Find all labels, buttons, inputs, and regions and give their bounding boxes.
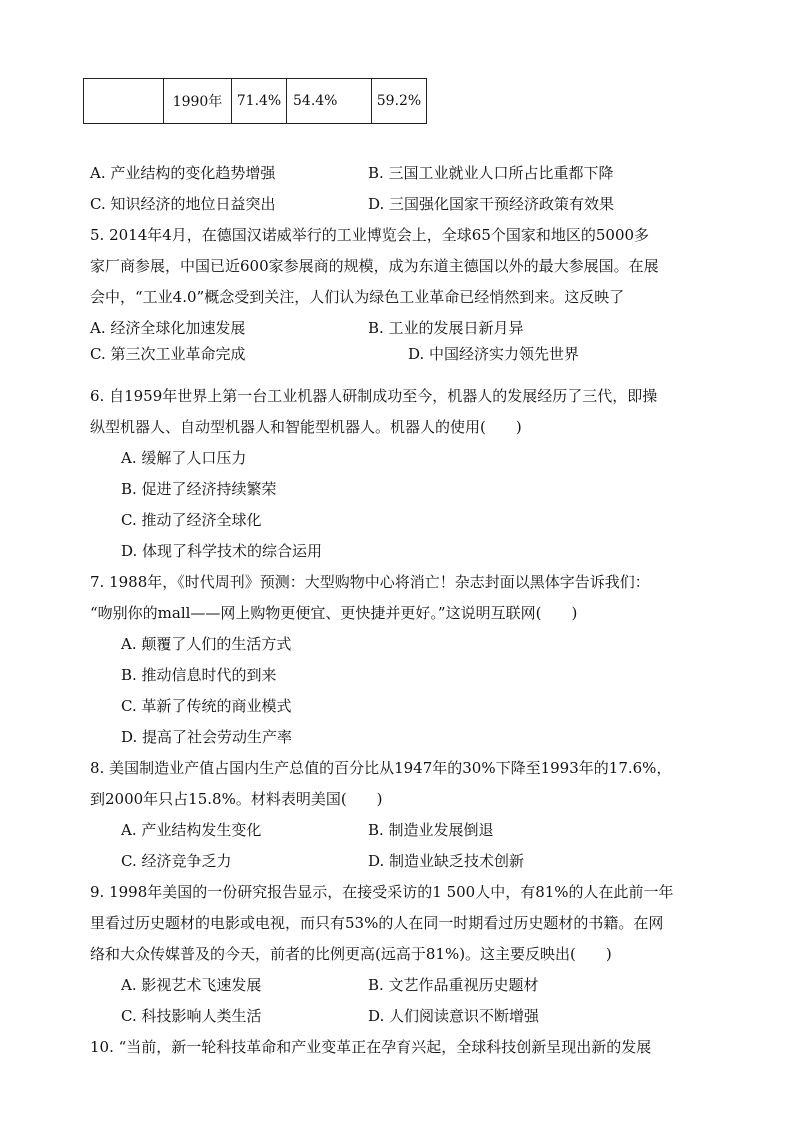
q5-stem-line: 5. 2014年4月，在德国汉诺威举行的工业博览会上，全球65个国家和地区的5000多 [90, 226, 650, 244]
q5-option-b: B. 工业的发展日新月异 [368, 319, 524, 337]
q6-option-a: A. 缓解了人口压力 [121, 449, 247, 467]
q9-stem-line: 9. 1998年美国的一份研究报告显示，在接受采访的1 500人中，有81%的人在此前一年 [90, 883, 674, 901]
q7-option-c: C. 革新了传统的商业模式 [121, 697, 292, 715]
q7-option-d: D. 提高了社会劳动生产率 [121, 728, 293, 746]
table-row [84, 79, 427, 124]
q5-stem-line: 家厂商参展，中国已近600家参展商的规模，成为东道主德国以外的最大参展国。在展 [90, 257, 659, 275]
q8-option-c: C. 经济竞争乏力 [121, 852, 232, 870]
q7-option-b: B. 推动信息时代的到来 [121, 666, 277, 684]
q4-option-a: A. 产业结构的变化趋势增强 [90, 164, 276, 182]
q5-option-c: C. 第三次工业革命完成 [90, 345, 246, 363]
q10-stem-line: 10. “当前，新一轮科技革命和产业变革正在孕育兴起，全球科技创新呈现出新的发展 [90, 1038, 652, 1056]
q7-stem-line: 7. 1988年，《时代周刊》预测：大型购物中心将消亡！杂志封面以黑体字告诉我们： [90, 573, 650, 591]
q8-option-a: A. 产业结构发生变化 [121, 821, 262, 839]
q9-option-c: C. 科技影响人类生活 [121, 1007, 262, 1025]
q8-stem-line: 到2000年只占15.8%。材料表明美国( ) [90, 790, 383, 808]
q4-option-b: B. 三国工业就业人口所占比重都下降 [368, 164, 614, 182]
q9-option-a: A. 影视艺术飞速发展 [121, 976, 262, 994]
q6-stem-line: 纵型机器人、自动型机器人和智能型机器人。机器人的使用( ) [90, 418, 522, 436]
table-cell: 1990年 [164, 79, 232, 124]
table-cell: 59.2% [372, 79, 427, 124]
q4-option-d: D. 三国强化国家干预经济政策有效果 [368, 195, 615, 213]
q7-option-a: A. 颠覆了人们的生活方式 [121, 635, 292, 653]
q8-option-d: D. 制造业缺乏技术创新 [368, 852, 525, 870]
q9-stem-line: 络和大众传媒普及的今天，前者的比例更高(远高于81%)。这主要反映出( ) [90, 945, 612, 963]
q5-stem-line: 会中，“工业4.0”概念受到关注，人们认为绿色工业革命已经悄然到来。这反映了 [90, 288, 625, 306]
q7-stem-line: “吻别你的mall——网上购物更便宜、更快捷并更好。”这说明互联网( ) [90, 604, 578, 622]
q4-option-c: C. 知识经济的地位日益突出 [90, 195, 276, 213]
q8-option-b: B. 制造业发展倒退 [368, 821, 494, 839]
q6-option-c: C. 推动了经济全球化 [121, 511, 262, 529]
table-cell: 71.4% [232, 79, 287, 124]
table-cell [84, 79, 164, 124]
table-cell: 54.4% [287, 79, 372, 124]
q5-option-d: D. 中国经济实力领先世界 [408, 345, 580, 363]
q9-option-b: B. 文艺作品重视历史题材 [368, 976, 539, 994]
q6-option-d: D. 体现了科学技术的综合运用 [121, 542, 323, 560]
q5-option-a: A. 经济全球化加速发展 [90, 319, 246, 337]
q6-stem-line: 6. 自1959年世界上第一台工业机器人研制成功至今，机器人的发展经历了三代，即操 [90, 387, 658, 405]
q9-stem-line: 里看过历史题材的电影或电视，而只有53%的人在同一时期看过历史题材的书籍。在网 [90, 914, 664, 932]
q6-option-b: B. 促进了经济持续繁荣 [121, 480, 277, 498]
q9-option-d: D. 人们阅读意识不断增强 [368, 1007, 540, 1025]
q8-stem-line: 8. 美国制造业产值占国内生产总值的百分比从1947年的30%下降至1993年的17.6%， [90, 759, 672, 777]
data-table [83, 78, 427, 124]
